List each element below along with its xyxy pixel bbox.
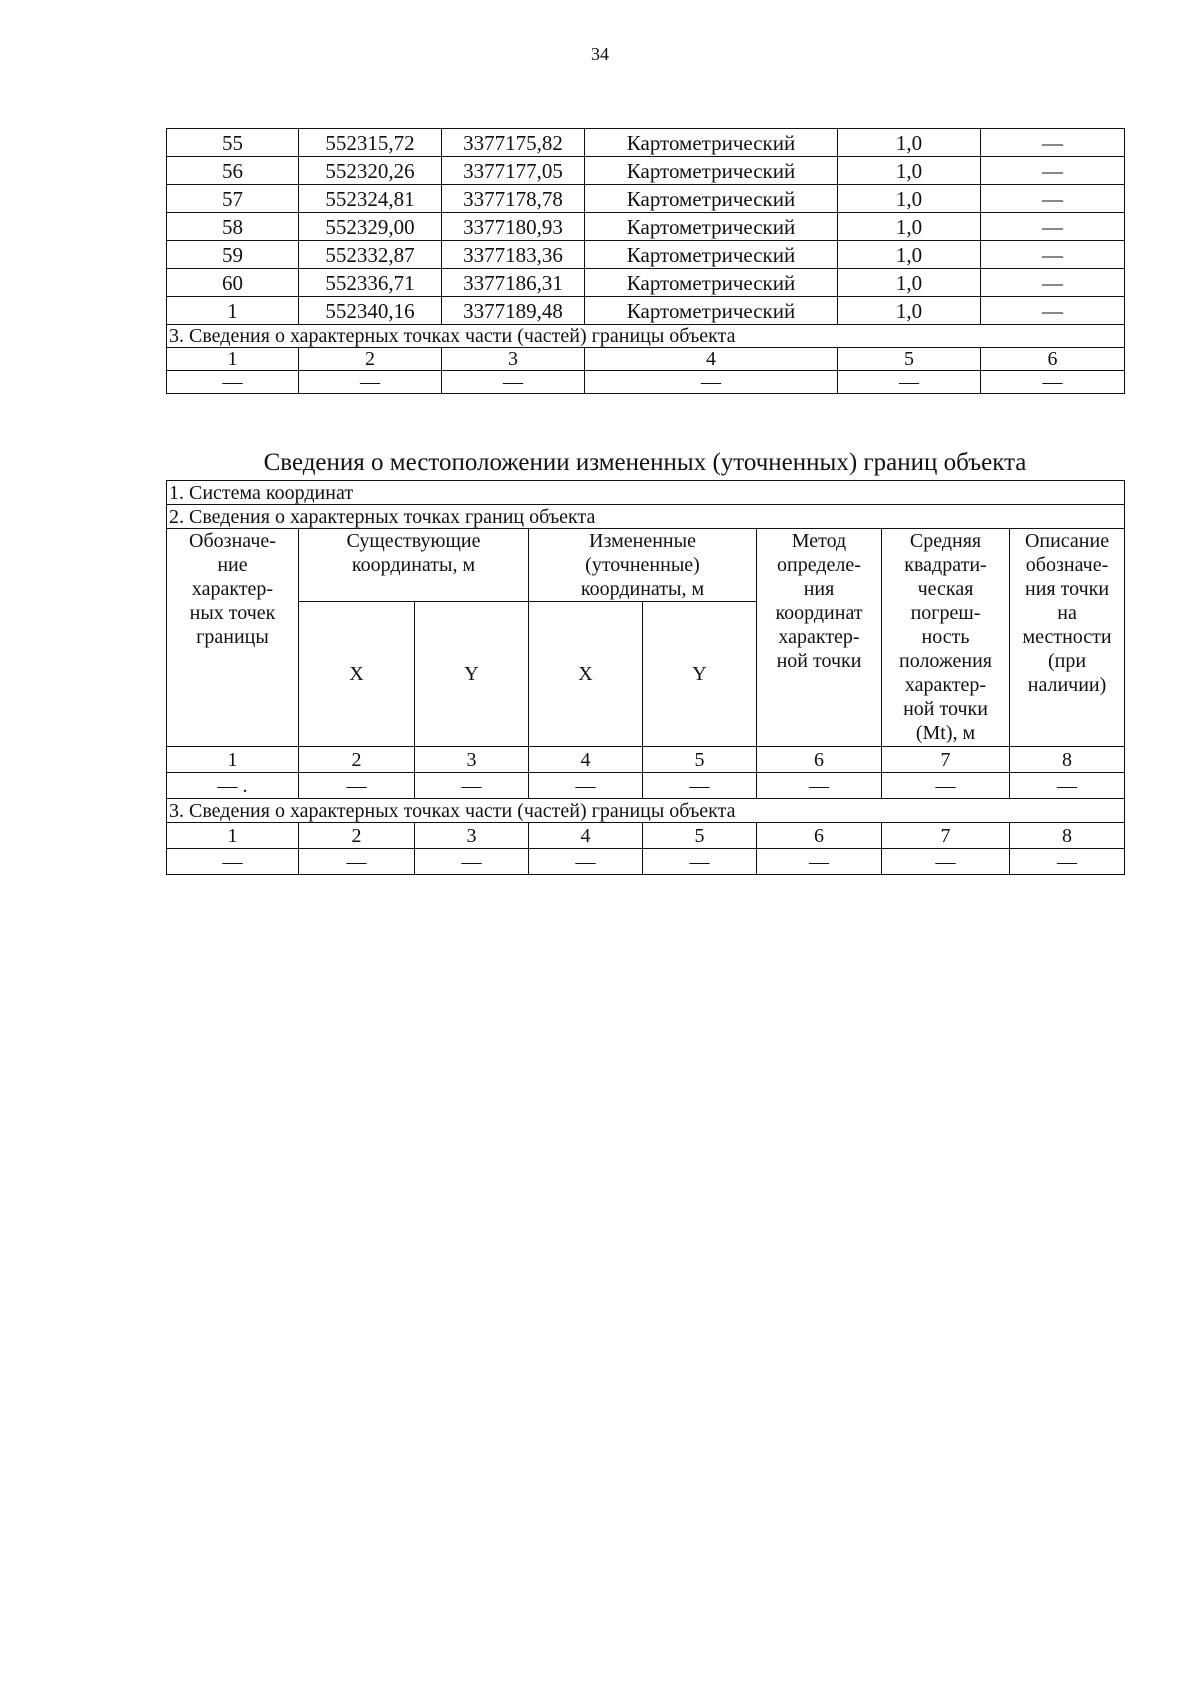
coord-x: 552340,16 <box>299 297 442 325</box>
table-row <box>167 157 1125 185</box>
header-designation: Обозначе- ние характер- ных точек границы <box>167 529 299 747</box>
dash-row <box>167 773 1125 799</box>
table-row <box>167 129 1125 157</box>
point-number: 60 <box>167 269 299 297</box>
description: — <box>981 269 1125 297</box>
point-number: 57 <box>167 185 299 213</box>
dash-cell: — <box>1010 773 1125 799</box>
method: Картометрический <box>585 213 838 241</box>
section-row <box>167 799 1125 823</box>
column-number: 5 <box>643 747 757 773</box>
dash-row <box>167 371 1125 394</box>
error-value: 1,0 <box>838 269 981 297</box>
column-number: 7 <box>882 823 1010 849</box>
column-number: 8 <box>1010 747 1125 773</box>
error-value: 1,0 <box>838 297 981 325</box>
subheader-y-existing: Y <box>415 602 529 747</box>
header-row <box>167 529 1125 602</box>
subheader-x-changed: X <box>529 602 643 747</box>
description: — <box>981 129 1125 157</box>
dash-cell: — . <box>167 773 299 799</box>
column-number: 8 <box>1010 823 1125 849</box>
error-value: 1,0 <box>838 185 981 213</box>
header-existing-coordinates: Существующие координаты, м <box>299 529 529 602</box>
description: — <box>981 185 1125 213</box>
dash-cell: — <box>529 773 643 799</box>
section-row <box>167 325 1125 348</box>
coord-y: 3377175,82 <box>442 129 585 157</box>
coord-x: 552336,71 <box>299 269 442 297</box>
column-number: 2 <box>299 747 415 773</box>
section-row <box>167 481 1125 505</box>
error-value: 1,0 <box>838 157 981 185</box>
dash-cell: — <box>299 371 442 394</box>
column-number: 2 <box>299 348 442 371</box>
dash-cell: — <box>415 773 529 799</box>
table-row <box>167 213 1125 241</box>
column-number: 6 <box>981 348 1125 371</box>
dash-cell: — <box>529 849 643 875</box>
boundary-points-table-continued <box>166 128 1125 394</box>
column-number: 6 <box>757 823 882 849</box>
section-1-label: 1. Система координат <box>167 481 1125 505</box>
method: Картометрический <box>585 241 838 269</box>
point-number: 1 <box>167 297 299 325</box>
dash-cell: — <box>882 773 1010 799</box>
description: — <box>981 157 1125 185</box>
column-number: 1 <box>167 823 299 849</box>
dash-cell: — <box>981 371 1125 394</box>
column-number: 3 <box>442 348 585 371</box>
coord-x: 552332,87 <box>299 241 442 269</box>
coord-y: 3377180,93 <box>442 213 585 241</box>
table-row <box>167 269 1125 297</box>
table-row <box>167 241 1125 269</box>
dash-cell: — <box>757 849 882 875</box>
dash-cell: — <box>299 849 415 875</box>
section-2-label: 2. Сведения о характерных точках границ объекта <box>167 505 1125 529</box>
column-number: 6 <box>757 747 882 773</box>
method: Картометрический <box>585 129 838 157</box>
method: Картометрический <box>585 269 838 297</box>
coord-x: 552324,81 <box>299 185 442 213</box>
coord-x: 552329,00 <box>299 213 442 241</box>
header-description: Описание обозначе- ния точки на местности (при наличии) <box>1010 529 1125 747</box>
method: Картометрический <box>585 185 838 213</box>
column-number: 5 <box>838 348 981 371</box>
column-number: 2 <box>299 823 415 849</box>
section-3-label: 3. Сведения о характерных точках части (частей) границы объекта <box>167 325 1125 348</box>
column-number: 3 <box>415 747 529 773</box>
column-number: 3 <box>415 823 529 849</box>
column-number-row <box>167 348 1125 371</box>
dash-row <box>167 849 1125 875</box>
column-number-row <box>167 823 1125 849</box>
section-row <box>167 505 1125 529</box>
header-mean-square-error: Средняя квадрати- ческая погреш- ность положения характер- ной точки (Mt), м <box>882 529 1010 747</box>
dash-cell: — <box>643 849 757 875</box>
dash-cell: — <box>585 371 838 394</box>
method: Картометрический <box>585 157 838 185</box>
subheader-x-existing: X <box>299 602 415 747</box>
subheader-y-changed: Y <box>643 602 757 747</box>
dash-cell: — <box>299 773 415 799</box>
column-number: 4 <box>529 823 643 849</box>
column-number: 4 <box>585 348 838 371</box>
page-number: 34 <box>591 44 609 64</box>
coord-y: 3377186,31 <box>442 269 585 297</box>
dash-cell: — <box>167 371 299 394</box>
error-value: 1,0 <box>838 213 981 241</box>
column-number: 7 <box>882 747 1010 773</box>
description: — <box>981 213 1125 241</box>
point-number: 59 <box>167 241 299 269</box>
error-value: 1,0 <box>838 241 981 269</box>
column-number-row <box>167 747 1125 773</box>
coord-y: 3377183,36 <box>442 241 585 269</box>
column-number: 1 <box>167 348 299 371</box>
table-row <box>167 297 1125 325</box>
point-number: 55 <box>167 129 299 157</box>
coord-y: 3377189,48 <box>442 297 585 325</box>
dash-cell: — <box>757 773 882 799</box>
method: Картометрический <box>585 297 838 325</box>
column-number: 4 <box>529 747 643 773</box>
coord-y: 3377177,05 <box>442 157 585 185</box>
header-method: Метод определе- ния координат характер- ной точки <box>757 529 882 747</box>
description: — <box>981 241 1125 269</box>
error-value: 1,0 <box>838 129 981 157</box>
column-number: 5 <box>643 823 757 849</box>
coord-x: 552315,72 <box>299 129 442 157</box>
point-number: 58 <box>167 213 299 241</box>
header-changed-coordinates: Измененные (уточненные) координаты, м <box>529 529 757 602</box>
dash-cell: — <box>167 849 299 875</box>
dash-cell: — <box>643 773 757 799</box>
changed-boundaries-table <box>166 480 1125 875</box>
coord-y: 3377178,78 <box>442 185 585 213</box>
dash-cell: — <box>442 371 585 394</box>
column-number: 1 <box>167 747 299 773</box>
description: — <box>981 297 1125 325</box>
point-number: 56 <box>167 157 299 185</box>
section-3-label: 3. Сведения о характерных точках части (частей) границы объекта <box>167 799 1125 823</box>
dash-cell: — <box>415 849 529 875</box>
dash-cell: — <box>882 849 1010 875</box>
dash-cell: — <box>1010 849 1125 875</box>
coord-x: 552320,26 <box>299 157 442 185</box>
table-row <box>167 185 1125 213</box>
dash-cell: — <box>838 371 981 394</box>
section-heading: Сведения о местоположении измененных (уточненных) границ объекта <box>263 449 1027 476</box>
